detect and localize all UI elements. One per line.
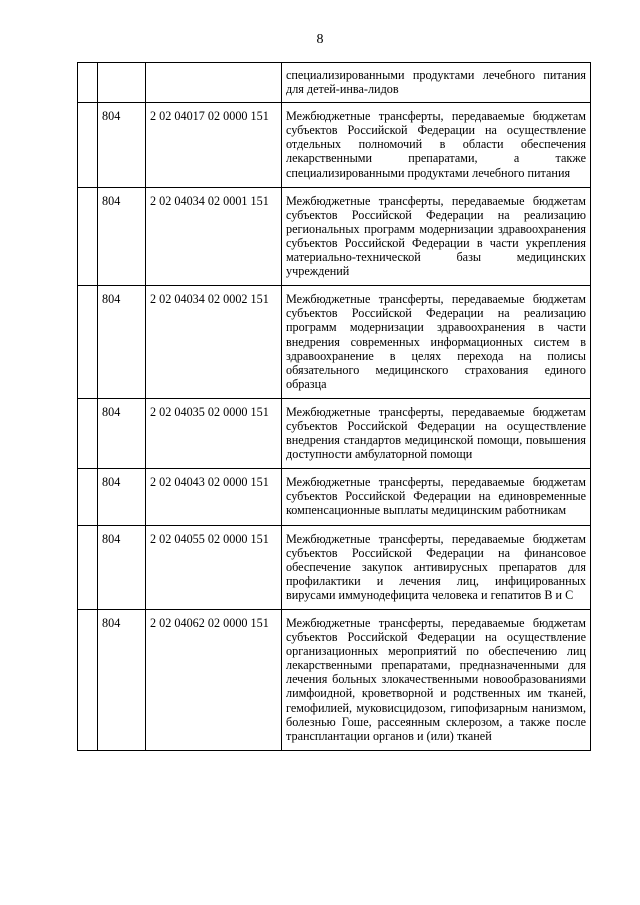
description-cell: Межбюджетные трансферты, передаваемые бюджетам субъектов Российской Федерации на осуществление организационных мероприятий по обеспечению лиц лекарственными препаратами, предназначенными для лечения больных злокачественными новообразованиями лимфоидной, кроветворной и родственных им тканей, гемофилией, муковисцидозом, гипофизарным нанизмом, болезнью Гоше, рассеянным склерозом, а также после трансплантации органов и (или) тканей [282, 610, 591, 751]
description-cell: Межбюджетные трансферты, передаваемые бюджетам субъектов Российской Федерации на осуществление отдельных полномочий в области обеспечения лекарственными препаратами, а также специализированными продуктами лечебного питания [282, 103, 591, 187]
description-cell: Межбюджетные трансферты, передаваемые бюджетам субъектов Российской Федерации на осуществление внедрения стандартов медицинской помощи, повышения доступности амбулаторной помощи [282, 398, 591, 468]
table-row [78, 63, 591, 103]
blank-cell [78, 187, 98, 286]
table-row [78, 610, 591, 751]
budget-code-cell [146, 63, 282, 103]
admin-code-cell: 804 [98, 103, 146, 187]
admin-code-cell: 804 [98, 610, 146, 751]
table-row [78, 187, 591, 286]
budget-code-cell: 2 02 04035 02 0000 151 [146, 398, 282, 468]
table-row [78, 286, 591, 399]
blank-cell [78, 398, 98, 468]
table-row [78, 103, 591, 187]
admin-code-cell: 804 [98, 525, 146, 609]
description-cell: Межбюджетные трансферты, передаваемые бюджетам субъектов Российской Федерации на реализацию региональных программ модернизации здравоохранения субъектов Российской Федерации в части укрепления материально-технической базы медицинских учреждений [282, 187, 591, 286]
description-cell: Межбюджетные трансферты, передаваемые бюджетам субъектов Российской Федерации на финансовое обеспечение закупок антивирусных препаратов для профилактики и лечения лиц, инфицированных вирусами иммунодефицита человека и гепатитов В и С [282, 525, 591, 609]
budget-code-cell: 2 02 04017 02 0000 151 [146, 103, 282, 187]
budget-code-cell: 2 02 04043 02 0000 151 [146, 469, 282, 525]
page-number: 8 [316, 32, 324, 47]
budget-code-cell: 2 02 04034 02 0001 151 [146, 187, 282, 286]
blank-cell [78, 286, 98, 399]
table-row [78, 398, 591, 468]
blank-cell [78, 103, 98, 187]
budget-code-cell: 2 02 04034 02 0002 151 [146, 286, 282, 399]
description-cell: Межбюджетные трансферты, передаваемые бюджетам субъектов Российской Федерации на единовременные компенсационные выплаты медицинским работникам [282, 469, 591, 525]
blank-cell [78, 610, 98, 751]
table-row [78, 525, 591, 609]
admin-code-cell [98, 63, 146, 103]
budget-code-cell: 2 02 04055 02 0000 151 [146, 525, 282, 609]
description-cell: специализированными продуктами лечебного питания для детей-инва-лидов [282, 63, 591, 103]
admin-code-cell: 804 [98, 187, 146, 286]
budget-code-cell: 2 02 04062 02 0000 151 [146, 610, 282, 751]
blank-cell [78, 63, 98, 103]
description-cell: Межбюджетные трансферты, передаваемые бюджетам субъектов Российской Федерации на реализацию программ модернизации здравоохранения в части внедрения современных информационных систем в здравоохранение в целях перехода на полисы обязательного медицинского страхования единого образца [282, 286, 591, 399]
admin-code-cell: 804 [98, 286, 146, 399]
admin-code-cell: 804 [98, 469, 146, 525]
revenue-codes-table [77, 62, 591, 751]
blank-cell [78, 525, 98, 609]
admin-code-cell: 804 [98, 398, 146, 468]
table-row [78, 469, 591, 525]
blank-cell [78, 469, 98, 525]
